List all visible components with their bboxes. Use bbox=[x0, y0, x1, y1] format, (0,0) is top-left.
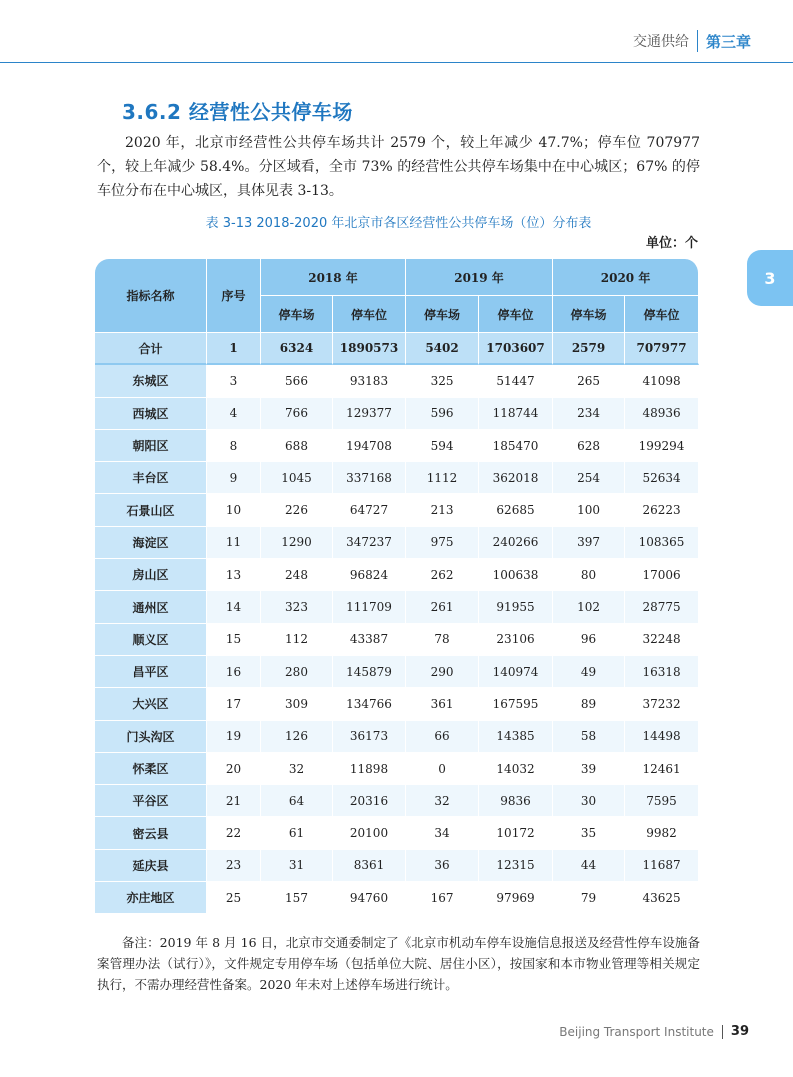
district-name-cell: 延庆县 bbox=[95, 850, 207, 882]
seq-cell: 16 bbox=[207, 656, 261, 688]
lots-value-cell: 78 bbox=[406, 624, 479, 656]
seq-cell: 10 bbox=[207, 494, 261, 526]
page-footer bbox=[559, 1024, 749, 1039]
spaces-value-cell: 240266 bbox=[479, 527, 553, 559]
lots-value-cell: 35 bbox=[553, 817, 625, 849]
spaces-value-cell: 12461 bbox=[625, 753, 699, 785]
lots-value-cell: 80 bbox=[553, 559, 625, 591]
seq-cell: 11 bbox=[207, 527, 261, 559]
table-row bbox=[95, 462, 699, 494]
table-row bbox=[95, 527, 699, 559]
spaces-value-cell: 108365 bbox=[625, 527, 699, 559]
table-row bbox=[95, 559, 699, 591]
spaces-value-cell: 167595 bbox=[479, 688, 553, 720]
table-row bbox=[95, 721, 699, 753]
lots-value-cell: 248 bbox=[261, 559, 333, 591]
lots-value-cell: 157 bbox=[261, 882, 333, 914]
header-lots: 停车场 bbox=[553, 296, 625, 333]
page-number: 39 bbox=[730, 1024, 749, 1039]
spaces-value-cell: 94760 bbox=[333, 882, 406, 914]
lots-value-cell: 39 bbox=[553, 753, 625, 785]
header-rule bbox=[0, 62, 793, 63]
district-name-cell: 密云县 bbox=[95, 817, 207, 849]
spaces-value-cell: 51447 bbox=[479, 365, 553, 397]
table-row bbox=[95, 494, 699, 526]
spaces-value-cell: 7595 bbox=[625, 785, 699, 817]
spaces-value-cell: 17006 bbox=[625, 559, 699, 591]
spaces-value-cell: 9836 bbox=[479, 785, 553, 817]
spaces-value-cell: 36173 bbox=[333, 721, 406, 753]
lots-value-cell: 265 bbox=[553, 365, 625, 397]
table-row bbox=[95, 785, 699, 817]
seq-cell: 25 bbox=[207, 882, 261, 914]
spaces-value-cell: 14032 bbox=[479, 753, 553, 785]
table-note bbox=[97, 932, 700, 995]
lots-value-cell: 262 bbox=[406, 559, 479, 591]
spaces-value-cell: 52634 bbox=[625, 462, 699, 494]
lots-value-cell: 325 bbox=[406, 365, 479, 397]
lots-value-cell: 323 bbox=[261, 591, 333, 623]
header-year: 2019 年 bbox=[406, 259, 553, 296]
lots-value-cell: 226 bbox=[261, 494, 333, 526]
header-year: 2020 年 bbox=[553, 259, 699, 296]
spaces-value-cell: 43625 bbox=[625, 882, 699, 914]
lots-value-cell: 1290 bbox=[261, 527, 333, 559]
lots-value-cell: 234 bbox=[553, 398, 625, 430]
lots-value-cell: 126 bbox=[261, 721, 333, 753]
header-section-label: 交通供给 bbox=[632, 34, 689, 50]
spaces-value-cell: 16318 bbox=[625, 656, 699, 688]
district-name-cell: 门头沟区 bbox=[95, 721, 207, 753]
district-name-cell: 石景山区 bbox=[95, 494, 207, 526]
spaces-value-cell: 140974 bbox=[479, 656, 553, 688]
district-name-cell: 大兴区 bbox=[95, 688, 207, 720]
lots-value-cell: 0 bbox=[406, 753, 479, 785]
lots-value-cell: 102 bbox=[553, 591, 625, 623]
lots-value-cell: 6324 bbox=[261, 333, 333, 365]
lots-value-cell: 96 bbox=[553, 624, 625, 656]
spaces-value-cell: 20100 bbox=[333, 817, 406, 849]
header-indicator: 指标名称 bbox=[95, 259, 207, 333]
district-name-cell: 西城区 bbox=[95, 398, 207, 430]
spaces-value-cell: 48936 bbox=[625, 398, 699, 430]
district-name-cell: 海淀区 bbox=[95, 527, 207, 559]
spaces-value-cell: 11898 bbox=[333, 753, 406, 785]
spaces-value-cell: 14498 bbox=[625, 721, 699, 753]
spaces-value-cell: 10172 bbox=[479, 817, 553, 849]
lots-value-cell: 112 bbox=[261, 624, 333, 656]
lots-value-cell: 975 bbox=[406, 527, 479, 559]
header-spaces: 停车位 bbox=[333, 296, 406, 333]
table-row bbox=[95, 591, 699, 623]
lots-value-cell: 397 bbox=[553, 527, 625, 559]
district-name-cell: 顺义区 bbox=[95, 624, 207, 656]
header-seq: 序号 bbox=[207, 259, 261, 333]
lots-value-cell: 361 bbox=[406, 688, 479, 720]
header-spaces: 停车位 bbox=[479, 296, 553, 333]
note-text: 备注：2019 年 8 月 16 日，北京市交通委制定了《北京市机动车停车设施信息报送及经营性停车设施备案管理办法（试行）》，文件规定专用停车场（包括单位大院、居住小区），按国家和本市物业管理等相关规定执行，不需办理经营性备案。2020 年未对上述停车场进行统计。 bbox=[97, 935, 700, 992]
lots-value-cell: 596 bbox=[406, 398, 479, 430]
table-row bbox=[95, 850, 699, 882]
spaces-value-cell: 12315 bbox=[479, 850, 553, 882]
section-title: 3.6.2 经营性公共停车场 bbox=[122, 100, 353, 124]
spaces-value-cell: 185470 bbox=[479, 430, 553, 462]
chapter-tab: 3 bbox=[747, 250, 793, 306]
lots-value-cell: 66 bbox=[406, 721, 479, 753]
table-row bbox=[95, 817, 699, 849]
lots-value-cell: 34 bbox=[406, 817, 479, 849]
district-name-cell: 亦庄地区 bbox=[95, 882, 207, 914]
header-spaces: 停车位 bbox=[625, 296, 699, 333]
footer-institute: Beijing Transport Institute bbox=[559, 1024, 714, 1039]
lots-value-cell: 628 bbox=[553, 430, 625, 462]
spaces-value-cell: 64727 bbox=[333, 494, 406, 526]
spaces-value-cell: 23106 bbox=[479, 624, 553, 656]
lots-value-cell: 2579 bbox=[553, 333, 625, 365]
lots-value-cell: 89 bbox=[553, 688, 625, 720]
lots-value-cell: 58 bbox=[553, 721, 625, 753]
district-name-cell: 朝阳区 bbox=[95, 430, 207, 462]
spaces-value-cell: 26223 bbox=[625, 494, 699, 526]
seq-cell: 19 bbox=[207, 721, 261, 753]
seq-cell: 9 bbox=[207, 462, 261, 494]
spaces-value-cell: 8361 bbox=[333, 850, 406, 882]
seq-cell: 4 bbox=[207, 398, 261, 430]
district-name-cell: 平谷区 bbox=[95, 785, 207, 817]
spaces-value-cell: 96824 bbox=[333, 559, 406, 591]
table-row bbox=[95, 624, 699, 656]
spaces-value-cell: 1890573 bbox=[333, 333, 406, 365]
table-row bbox=[95, 398, 699, 430]
seq-cell: 1 bbox=[207, 333, 261, 365]
body-paragraph-block bbox=[97, 131, 700, 203]
lots-value-cell: 309 bbox=[261, 688, 333, 720]
spaces-value-cell: 93183 bbox=[333, 365, 406, 397]
district-name-cell: 怀柔区 bbox=[95, 753, 207, 785]
spaces-value-cell: 28775 bbox=[625, 591, 699, 623]
spaces-value-cell: 41098 bbox=[625, 365, 699, 397]
table-row bbox=[95, 688, 699, 720]
table-row bbox=[95, 365, 699, 397]
spaces-value-cell: 145879 bbox=[333, 656, 406, 688]
district-name-cell: 丰台区 bbox=[95, 462, 207, 494]
lots-value-cell: 1045 bbox=[261, 462, 333, 494]
lots-value-cell: 254 bbox=[553, 462, 625, 494]
seq-cell: 15 bbox=[207, 624, 261, 656]
lots-value-cell: 79 bbox=[553, 882, 625, 914]
seq-cell: 17 bbox=[207, 688, 261, 720]
seq-cell: 14 bbox=[207, 591, 261, 623]
spaces-value-cell: 20316 bbox=[333, 785, 406, 817]
lots-value-cell: 61 bbox=[261, 817, 333, 849]
lots-value-cell: 44 bbox=[553, 850, 625, 882]
district-name-cell: 合计 bbox=[95, 333, 207, 365]
seq-cell: 22 bbox=[207, 817, 261, 849]
lots-value-cell: 290 bbox=[406, 656, 479, 688]
lots-value-cell: 49 bbox=[553, 656, 625, 688]
table-unit: 单位：个 bbox=[645, 236, 698, 251]
parking-distribution-table bbox=[95, 259, 699, 914]
lots-value-cell: 766 bbox=[261, 398, 333, 430]
table-row bbox=[95, 753, 699, 785]
lots-value-cell: 31 bbox=[261, 850, 333, 882]
spaces-value-cell: 100638 bbox=[479, 559, 553, 591]
header-divider bbox=[697, 30, 698, 52]
spaces-value-cell: 14385 bbox=[479, 721, 553, 753]
table-row bbox=[95, 882, 699, 914]
table-row bbox=[95, 656, 699, 688]
lots-value-cell: 213 bbox=[406, 494, 479, 526]
spaces-value-cell: 43387 bbox=[333, 624, 406, 656]
seq-cell: 13 bbox=[207, 559, 261, 591]
spaces-value-cell: 9982 bbox=[625, 817, 699, 849]
lots-value-cell: 32 bbox=[261, 753, 333, 785]
lots-value-cell: 5402 bbox=[406, 333, 479, 365]
spaces-value-cell: 199294 bbox=[625, 430, 699, 462]
lots-value-cell: 167 bbox=[406, 882, 479, 914]
district-name-cell: 房山区 bbox=[95, 559, 207, 591]
district-name-cell: 东城区 bbox=[95, 365, 207, 397]
spaces-value-cell: 347237 bbox=[333, 527, 406, 559]
table-total-row bbox=[95, 333, 699, 365]
lots-value-cell: 594 bbox=[406, 430, 479, 462]
spaces-value-cell: 62685 bbox=[479, 494, 553, 526]
seq-cell: 21 bbox=[207, 785, 261, 817]
spaces-value-cell: 11687 bbox=[625, 850, 699, 882]
spaces-value-cell: 118744 bbox=[479, 398, 553, 430]
lots-value-cell: 32 bbox=[406, 785, 479, 817]
spaces-value-cell: 1703607 bbox=[479, 333, 553, 365]
body-paragraph: 2020 年，北京市经营性公共停车场共计 2579 个，较上年减少 47.7%；停车位 707977 个，较上年减少 58.4%。分区域看，全市 73% 的经营性公共停车场集中在中心城区；67% 的停车位分布在中心城区，具体见表 3-13。 bbox=[97, 135, 700, 199]
district-name-cell: 昌平区 bbox=[95, 656, 207, 688]
header-lots: 停车场 bbox=[406, 296, 479, 333]
lots-value-cell: 30 bbox=[553, 785, 625, 817]
spaces-value-cell: 134766 bbox=[333, 688, 406, 720]
seq-cell: 20 bbox=[207, 753, 261, 785]
lots-value-cell: 261 bbox=[406, 591, 479, 623]
spaces-value-cell: 362018 bbox=[479, 462, 553, 494]
seq-cell: 8 bbox=[207, 430, 261, 462]
table-body bbox=[95, 333, 699, 914]
lots-value-cell: 280 bbox=[261, 656, 333, 688]
header-year: 2018 年 bbox=[261, 259, 406, 296]
header-chapter-label: 第三章 bbox=[705, 32, 751, 51]
spaces-value-cell: 97969 bbox=[479, 882, 553, 914]
table-container bbox=[95, 259, 699, 914]
spaces-value-cell: 32248 bbox=[625, 624, 699, 656]
spaces-value-cell: 194708 bbox=[333, 430, 406, 462]
lots-value-cell: 36 bbox=[406, 850, 479, 882]
spaces-value-cell: 37232 bbox=[625, 688, 699, 720]
spaces-value-cell: 91955 bbox=[479, 591, 553, 623]
district-name-cell: 通州区 bbox=[95, 591, 207, 623]
footer-separator bbox=[722, 1025, 723, 1039]
running-header bbox=[633, 30, 751, 52]
seq-cell: 3 bbox=[207, 365, 261, 397]
seq-cell: 23 bbox=[207, 850, 261, 882]
table-row bbox=[95, 430, 699, 462]
lots-value-cell: 100 bbox=[553, 494, 625, 526]
spaces-value-cell: 707977 bbox=[625, 333, 699, 365]
lots-value-cell: 688 bbox=[261, 430, 333, 462]
spaces-value-cell: 111709 bbox=[333, 591, 406, 623]
header-lots: 停车场 bbox=[261, 296, 333, 333]
table-caption: 表 3-13 2018-2020 年北京市各区经营性公共停车场（位）分布表 bbox=[205, 216, 592, 231]
lots-value-cell: 64 bbox=[261, 785, 333, 817]
lots-value-cell: 566 bbox=[261, 365, 333, 397]
spaces-value-cell: 337168 bbox=[333, 462, 406, 494]
spaces-value-cell: 129377 bbox=[333, 398, 406, 430]
lots-value-cell: 1112 bbox=[406, 462, 479, 494]
